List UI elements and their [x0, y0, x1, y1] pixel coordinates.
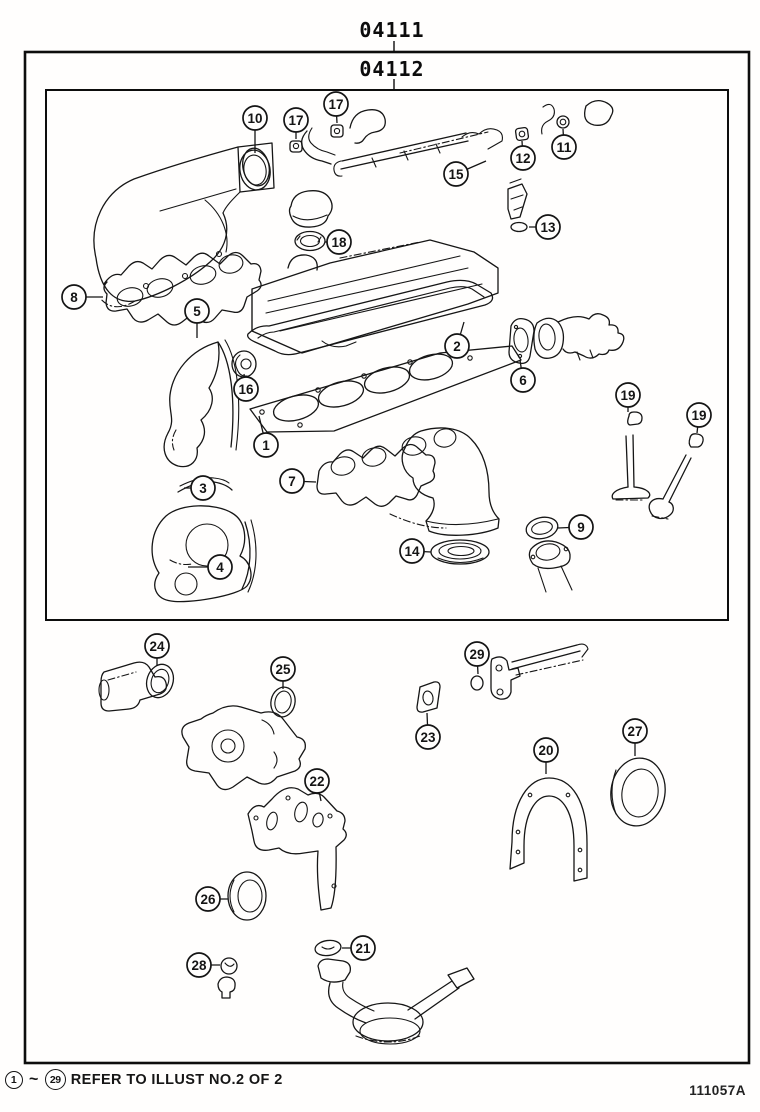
callout-26	[196, 887, 228, 911]
callout-11	[552, 129, 576, 159]
callout-4	[188, 555, 232, 579]
nut-12	[515, 127, 529, 141]
oil-pump-gasket-22	[248, 788, 346, 910]
callout-29	[465, 642, 489, 674]
svg-text:12: 12	[515, 150, 531, 166]
callout-layer	[62, 92, 711, 977]
engine-valve-a	[612, 435, 650, 500]
callout-24	[145, 634, 169, 666]
exhaust-seal-ring-14	[431, 540, 489, 564]
footer-range-tilde: ~	[29, 1070, 39, 1088]
callout-17b	[324, 92, 348, 123]
callout-27	[623, 719, 647, 756]
injector-with-seal	[508, 179, 527, 232]
callout-23	[416, 713, 440, 749]
svg-text:20: 20	[538, 742, 554, 758]
svg-text:23: 23	[420, 729, 436, 745]
svg-text:2: 2	[453, 338, 461, 354]
svg-text:28: 28	[191, 957, 207, 973]
svg-text:15: 15	[448, 166, 464, 182]
grommet-28	[221, 958, 237, 974]
svg-text:26: 26	[200, 891, 216, 907]
crankshaft-front-seal-26	[228, 872, 266, 920]
svg-text:27: 27	[627, 723, 643, 739]
callout-8	[62, 285, 103, 309]
small-gasket-23	[417, 682, 440, 712]
svg-text:14: 14	[404, 543, 420, 559]
svg-text:6: 6	[519, 372, 527, 388]
timing-belt-cover-gasket-5	[164, 340, 239, 467]
callout-16	[234, 374, 258, 401]
svg-text:29: 29	[469, 646, 485, 662]
svg-text:7: 7	[288, 473, 296, 489]
crankshaft-rear-seal-27	[607, 755, 670, 830]
svg-text:19: 19	[691, 407, 707, 423]
stud-28	[218, 977, 235, 998]
svg-text:1: 1	[262, 437, 270, 453]
callout-5	[185, 299, 209, 338]
callout-19a	[616, 383, 640, 412]
inner-kit-frame	[46, 90, 728, 620]
callout-28	[187, 953, 220, 977]
oil-strainer-pickup	[318, 959, 474, 1044]
exhaust-pipe-flange	[529, 541, 572, 592]
exhaust-manifold-gasket	[317, 427, 458, 507]
svg-text:9: 9	[577, 519, 585, 535]
water-pump	[182, 706, 305, 790]
footer-range-end: 29	[45, 1069, 66, 1090]
svg-text:18: 18	[331, 234, 347, 250]
kit-number-outer: 04111	[359, 18, 425, 42]
callout-20	[534, 738, 558, 774]
callout-13	[529, 215, 560, 239]
svg-text:25: 25	[275, 661, 291, 677]
callout-12	[511, 141, 535, 170]
valve-stem-cap-a	[628, 412, 642, 425]
harness-clip	[542, 101, 613, 134]
callout-3	[184, 476, 215, 500]
callout-7	[280, 469, 316, 493]
outer-kit-frame	[25, 52, 749, 1063]
intake-manifold-gasket	[104, 252, 261, 326]
svg-text:21: 21	[355, 940, 371, 956]
svg-text:17: 17	[328, 96, 344, 112]
pcv-hose	[302, 110, 386, 164]
svg-text:24: 24	[149, 638, 165, 654]
callout-22	[305, 769, 329, 801]
svg-text:17: 17	[288, 112, 304, 128]
svg-text:19: 19	[620, 387, 636, 403]
o-ring-25	[268, 685, 298, 719]
oil-filler-cap	[290, 191, 333, 227]
intake-manifold-drawing	[94, 143, 274, 307]
callout-21	[342, 936, 375, 960]
camshaft-oil-seal-16	[232, 351, 256, 377]
callout-2	[445, 322, 469, 358]
rear-seal-retainer-20	[510, 778, 587, 881]
callout-6	[511, 360, 535, 392]
exhaust-ring-gasket-9	[524, 514, 560, 541]
water-inlet-elbow	[99, 662, 166, 711]
valve-stem-cap-b	[689, 434, 703, 447]
svg-text:4: 4	[216, 559, 224, 575]
svg-text:8: 8	[70, 289, 78, 305]
svg-text:5: 5	[193, 303, 201, 319]
lower-timing-cover-4	[152, 506, 256, 602]
cylinder-head-gasket	[250, 346, 521, 432]
svg-text:3: 3	[199, 480, 207, 496]
fuel-delivery-pipe	[334, 129, 503, 176]
footer-range-start: 1	[5, 1071, 23, 1089]
water-outlet-housing	[534, 314, 624, 360]
svg-text:11: 11	[556, 139, 573, 155]
callout-9	[558, 515, 593, 539]
illustration-code: 111057A	[689, 1083, 746, 1098]
svg-text:16: 16	[238, 381, 254, 397]
exhaust-downpipe	[390, 428, 499, 535]
footer-note-text: REFER TO ILLUST NO.2 OF 2	[70, 1071, 283, 1088]
svg-text:13: 13	[540, 219, 556, 235]
callout-25	[271, 657, 295, 689]
water-outlet-gasket-6	[509, 319, 534, 364]
filler-cap-gasket-18	[295, 232, 325, 251]
svg-text:10: 10	[247, 110, 263, 126]
oil-strainer-gasket-21	[314, 939, 342, 957]
callout-14	[400, 539, 431, 563]
o-ring-24	[142, 661, 177, 701]
callout-18	[325, 230, 351, 254]
callout-19b	[687, 403, 711, 433]
callout-1	[254, 416, 278, 457]
engine-valve-b	[649, 455, 691, 519]
footer-note	[5, 1069, 283, 1090]
kit-number-inner: 04112	[359, 57, 425, 81]
callout-15	[444, 161, 486, 186]
grommet-11	[557, 116, 569, 128]
svg-text:22: 22	[309, 773, 325, 789]
